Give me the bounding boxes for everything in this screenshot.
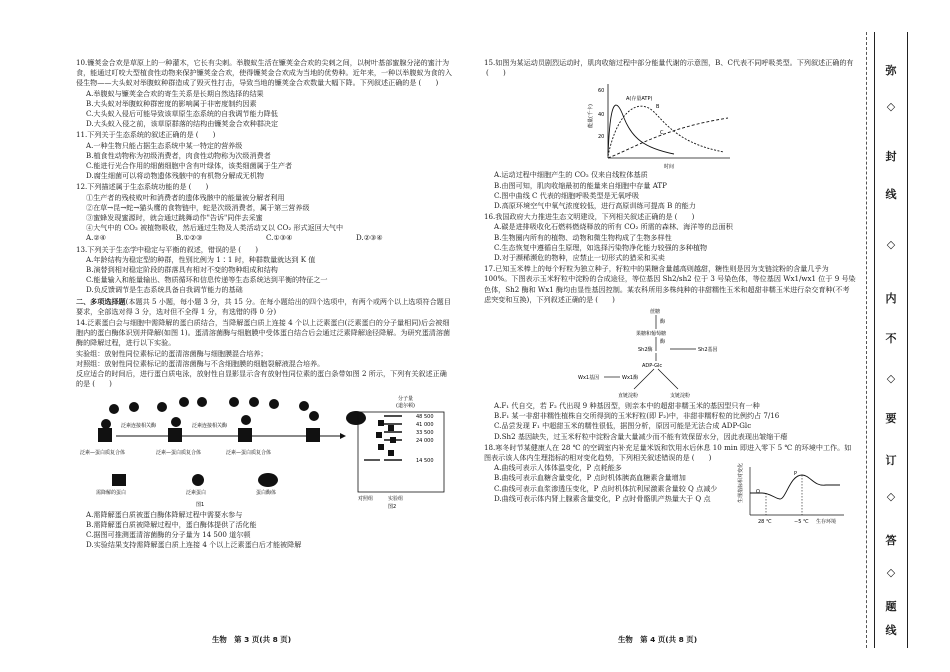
ubiquitin-diagram bbox=[76, 392, 452, 510]
axis-title: (道尔顿) bbox=[396, 402, 415, 409]
mw-tick: 48 500 bbox=[416, 413, 434, 420]
answer-blank: ( ) bbox=[486, 68, 506, 78]
left-column bbox=[76, 58, 452, 551]
option-b: B.演替到相对稳定阶段的群落具有相对不变的物种组成和结构 bbox=[86, 265, 278, 275]
point-p: P bbox=[794, 470, 798, 477]
question-stem-end: 反应适合的时间后，进行蛋白质电泳，放射性自显影显示含有放射性同位素的蛋白条带如图 2 所示，下列有关叙述正确的是 bbox=[76, 369, 447, 389]
sh2-gene-label: Sh2基因 bbox=[698, 347, 718, 354]
complex-label: 泛素—蛋白质复合体 bbox=[156, 449, 202, 456]
lane-label: 实验组 bbox=[388, 495, 404, 502]
option-b: B.生物圈内所有的植物、动物和微生物构成了生物多样性 bbox=[494, 232, 672, 242]
starch-pathway bbox=[484, 305, 856, 401]
statement-1: ①生产者的残枝败叶和消费者的遗体残骸中的能量被分解者利用 bbox=[86, 192, 285, 202]
option-d: D.腐生细菌可以将动物遗体残骸中的有机物分解成无机物 bbox=[86, 171, 264, 181]
ubiquitin-dot bbox=[309, 411, 319, 421]
sucrose-label: 蔗糖 bbox=[650, 309, 661, 316]
choice-d: D.②③④ bbox=[356, 233, 383, 243]
right-column bbox=[484, 58, 856, 525]
figure-14 bbox=[76, 392, 452, 510]
binding-char: 线 bbox=[885, 624, 897, 637]
legend-label: 需降解的蛋白 bbox=[96, 489, 127, 496]
control-group: 对照组：放射性同位素标记的蛋清溶菌酶与不含细胞膜的细胞裂解液混合培养。 bbox=[76, 358, 325, 368]
y-axis-label: 能量(千卡) bbox=[588, 104, 594, 129]
figure-label: 图2 bbox=[388, 503, 397, 510]
question-12 bbox=[76, 182, 452, 243]
lane-label: 对照组 bbox=[358, 495, 374, 502]
option-d: D.曲线可表示体内肾上腺素含量变化，P 点时骨骼肌产热量大于 Q 点 bbox=[494, 493, 711, 503]
choice-c: C.①③④ bbox=[266, 233, 293, 243]
curve-a-label: A(存量ATP) bbox=[626, 96, 653, 103]
ubiquitin-dot bbox=[241, 415, 251, 425]
sh2-enzyme-label: Sh2酶 bbox=[638, 347, 653, 354]
target-protein-square bbox=[168, 428, 182, 442]
ubiquitin-dot bbox=[171, 417, 181, 427]
energy-graph bbox=[484, 78, 856, 170]
option-c: C.图中曲线 C 代表的细胞呼吸类型是无氧呼吸 bbox=[494, 190, 640, 200]
enzyme-label: 泛素连接相关酶 bbox=[121, 422, 157, 429]
choice-row bbox=[76, 233, 452, 243]
pathway-svg bbox=[484, 305, 856, 401]
option-c: C.曲线可表示血浆渗透压变化，P 点时机体抗利尿激素含量较 Q 点减少 bbox=[494, 483, 718, 493]
curve-b-label: B bbox=[656, 104, 660, 111]
target-protein-square bbox=[238, 428, 252, 442]
option-a: A.举腹蚁与镰荚金合欢的寄生关系是长期自然选择的结果 bbox=[86, 88, 264, 98]
complex-label: 泛素—蛋白质复合体 bbox=[226, 449, 272, 456]
experiment-group: 实验组：放射性同位素标记的蛋清溶菌酶与细胞膜混合培养； bbox=[76, 348, 268, 358]
option-a: A.需降解蛋白质被蛋白酶体降解过程中需要水参与 bbox=[86, 509, 243, 519]
ubiquitin-dot bbox=[179, 397, 189, 407]
page-footer-right: 生物 第 4 页(共 8 页) bbox=[618, 635, 698, 644]
option-b: B.需降解蛋白质被降解过程中，蛋白酶体提供了活化能 bbox=[86, 519, 257, 529]
section-2-header bbox=[76, 297, 452, 317]
question-stem: 11.下列关于生态系统的叙述正确的是 bbox=[76, 130, 194, 140]
legend-ubiquitin bbox=[192, 474, 204, 486]
question-15 bbox=[484, 58, 856, 211]
answer-blank: ( ) bbox=[188, 182, 209, 192]
physiology-curve bbox=[750, 475, 840, 499]
binding-char: 弥 bbox=[885, 64, 897, 77]
x-axis-label: 生存环境 bbox=[816, 518, 837, 525]
option-a: A.碳是进排吸收化石燃料燃烧释放的所有 CO₂ 所需的森林、海洋等的总面积 bbox=[494, 222, 733, 232]
curve-c bbox=[608, 118, 728, 158]
statement-3: ③蜜蜂发现蜜源时，就会通过跳舞动作"告诉"同伴去采蜜 bbox=[86, 213, 263, 223]
mw-tick: 24 000 bbox=[416, 437, 434, 444]
answer-blank: ( ) bbox=[418, 78, 439, 88]
option-c: C.能量输入和能量输出、物质循环和信息传递等生态系统达到平衡的特征之一 bbox=[86, 275, 328, 285]
question-11 bbox=[76, 130, 452, 181]
ubiquitin-dot bbox=[129, 402, 139, 412]
option-a: A.年龄结构为稳定型的种群，性别比例为 1∶1 时，种群数量就达到 K 值 bbox=[86, 254, 316, 264]
binding-char: 题 bbox=[885, 600, 897, 613]
binding-char: 线 bbox=[885, 188, 897, 201]
option-d: D.Sh2 基因缺失，过玉米籽粒中淀粉含量大量减少而不能有效保留水分，因此表现出皱缩干瘪 bbox=[494, 431, 788, 441]
option-d: D.实验结果支持需降解蛋白质上连接 4 个以上泛素蛋白后才能被降解 bbox=[86, 540, 302, 550]
question-stem: 15.如图为某运动员剧烈运动时，肌肉收缩过程中部分能量代谢的示意图，B、C代表不同呼吸类型。下列叙述正确的有 bbox=[484, 58, 854, 67]
binding-char: 订 bbox=[885, 454, 897, 467]
binding-char: 要 bbox=[885, 412, 897, 425]
curve-b bbox=[608, 107, 724, 157]
question-16 bbox=[484, 212, 856, 263]
curve-c-label: C bbox=[660, 130, 664, 137]
mw-tick: 14 500 bbox=[416, 457, 434, 464]
fragment bbox=[376, 432, 382, 438]
figure-1 bbox=[80, 397, 396, 508]
legend-proteasome bbox=[258, 473, 278, 487]
adp-glc-label: ADP-Glc bbox=[642, 363, 663, 370]
statement-2: ②在草→昆→蛇→猫头鹰的食物链中，蛇是次级消费者，属于第三营养级 bbox=[86, 202, 310, 212]
question-14 bbox=[76, 318, 452, 550]
point-q: Q bbox=[756, 488, 760, 495]
question-stem: 16.我国政府大力推进生态文明建设，下列相关叙述正确的是 bbox=[484, 212, 673, 222]
question-stem: 18.寒冬时节某健康人在 28 ℃ 的空调室内补充足量米饭和饮用水后休息 10 min 即进入零下 5 ℃ 的环境中工作。如图表示该人体内生理指标的相对变化趋势，下列相关叙述错误的是 bbox=[484, 442, 852, 463]
y-tick: 20 bbox=[598, 134, 605, 141]
amylopectin-label: 支链淀粉 bbox=[670, 393, 691, 400]
enzyme-label: 酶 bbox=[660, 319, 666, 326]
complex-label: 泛素—蛋白质复合体 bbox=[80, 449, 126, 456]
question-13 bbox=[76, 245, 452, 296]
y-tick: 60 bbox=[598, 88, 605, 95]
binding-char: 答 bbox=[885, 534, 897, 547]
binding-char: 封 bbox=[885, 150, 897, 163]
statement-4: ④大气中的 CO₂ 被植物吸收，然后通过生物及人类活动又以 CO₂ 形式返回大气中 bbox=[86, 223, 344, 233]
proteasome-shape bbox=[346, 411, 366, 425]
target-protein-square bbox=[98, 428, 112, 442]
question-stem: 14.泛素蛋白会与细胞中需降解的蛋白质结合，当降解蛋白质上连接 4 个以上泛素蛋白(泛素蛋白的分子量相同)后会被细胞内的蛋白酶体识别并降解(如图 1)。蛋清溶菌酶与细胞膜中受体蛋白结合后会通过泛素降解途径降解。为研究蛋清溶菌酶的降解过程，进行以下实验。 bbox=[76, 318, 451, 348]
answer-blank: ( ) bbox=[195, 130, 216, 140]
amylose-label: 直链淀粉 bbox=[618, 393, 639, 400]
page-footer-left: 生物 第 3 页(共 8 页) bbox=[212, 635, 292, 644]
binding-char: ◇ bbox=[886, 100, 896, 113]
figure-2 bbox=[358, 395, 444, 510]
legend-label: 泛素蛋白 bbox=[186, 489, 207, 496]
axis-title: 分子量 bbox=[398, 395, 414, 402]
option-d: D.高原环境空气中氧气浓度较低，进行高原训练可提高 B 的能力 bbox=[494, 201, 696, 211]
option-b: B.由图可知，肌肉收缩最初的能量来自细胞中存量 ATP bbox=[494, 180, 667, 190]
option-b: B.F₁ 某一非甜非糯性植株自交所得到的玉米籽粒(即 F₂)中，非甜非糯籽粒的比例约占 7/16 bbox=[494, 411, 780, 421]
question-17 bbox=[484, 264, 856, 442]
ubiquitin-dot bbox=[101, 419, 111, 429]
answer-blank: ( ) bbox=[92, 379, 112, 389]
fructose-glucose-label: 果糖和葡萄糖 bbox=[636, 331, 667, 338]
answer-blank: ( ) bbox=[691, 453, 712, 463]
answer-blank: ( ) bbox=[238, 244, 258, 254]
question-10 bbox=[76, 58, 452, 129]
fragment bbox=[378, 420, 384, 426]
option-d: D.负反馈调节是生态系统具备自我调节能力的基础 bbox=[86, 285, 243, 295]
y-tick: 40 bbox=[598, 112, 605, 119]
question-stem: 17.已知玉米棒上的每个籽粒为独立种子，籽粒中的果糖含量越高则越甜，糖性则是因为支链淀粉的含量几乎为 100%。下图表示玉米籽粒中淀粉的合成途径，等位基因 Sh2/sh2 位于 3 号染色体，等位基因 Wx1/wx1 位于 9 号染色体，Sh2 酶和 Wx1 酶均由显性基因控制。某农科所用多株纯种的非甜糯性玉米和超甜非糯玉米进行杂交育种(不考虑突变和互换)，下列叙述正确的是 bbox=[484, 264, 856, 304]
arrow-head bbox=[340, 433, 346, 439]
fragment bbox=[378, 444, 384, 450]
binding-char: 内 bbox=[885, 292, 897, 305]
option-c: C.能进行光合作用的细菌细胞中含有叶绿体，该类细菌属于生产者 bbox=[86, 161, 293, 171]
figure-label: 图1 bbox=[196, 501, 205, 508]
ubiquitin-dot bbox=[299, 401, 309, 411]
option-b: B.植食性动物称为初级消费者，肉食性动物称为次级消费者 bbox=[86, 150, 271, 160]
enzyme-label: 泛素连接相关酶 bbox=[192, 422, 228, 429]
x-axis-label: 时间 bbox=[664, 164, 675, 171]
wx1-gene-label: Wx1基因 bbox=[578, 375, 600, 382]
option-c: C.大头蚁入侵后可能导致该草原生态系统的自我调节能力降低 bbox=[86, 109, 278, 119]
binding-char: ◇ bbox=[886, 238, 896, 251]
ubiquitin-dot bbox=[197, 397, 207, 407]
binding-char: ◇ bbox=[886, 372, 896, 385]
mw-tick: 41 000 bbox=[416, 421, 434, 428]
ubiquitin-dot bbox=[229, 397, 239, 407]
cut-line bbox=[866, 32, 867, 648]
pathway-arrow bbox=[658, 369, 678, 389]
option-c: C.品尝发现 F₁ 中超甜玉米的糯性很低，据图分析，原因可能是无法合成 ADP-Glc bbox=[494, 421, 752, 431]
mw-tick: 33 500 bbox=[416, 429, 434, 436]
physiology-graph bbox=[736, 463, 852, 527]
option-a: A.一种生物只能占据生态系统中某一特定的营养级 bbox=[86, 140, 243, 150]
energy-graph-svg bbox=[484, 78, 856, 170]
binding-char: ◇ bbox=[886, 566, 896, 579]
option-c: C.据图可推测蛋清溶菌酶的分子量为 14 500 道尔顿 bbox=[86, 529, 251, 539]
option-d: D.对于濒稀濒危的物种，应禁止一切形式的猎采和买卖 bbox=[494, 253, 665, 263]
legend-label: 蛋白酶体 bbox=[256, 489, 277, 496]
option-a: A.曲线可表示人体体温变化，P 点耗能多 bbox=[494, 463, 622, 473]
choice-b: B.①②③ bbox=[176, 233, 203, 243]
ubiquitin-dot bbox=[157, 402, 167, 412]
ubiquitin-dot bbox=[269, 399, 279, 409]
answer-blank: ( ) bbox=[674, 212, 695, 222]
binding-char: ◇ bbox=[886, 490, 896, 503]
y-axis-label: 生理指标相对变化 bbox=[738, 462, 744, 503]
wx1-enzyme-label: Wx1酶 bbox=[622, 375, 639, 382]
answer-blank: ( ) bbox=[595, 294, 615, 304]
question-18 bbox=[484, 442, 856, 525]
fragment bbox=[388, 450, 394, 456]
option-a: A.F₁ 代自交，若 F₂ 代出现 9 种基因型，则亲本中的超甜非糯玉米的基因型只有一种 bbox=[494, 401, 760, 411]
option-c: C.生态恢复中遵循自生原理，如选择污染物净化能力较强的多种植物 bbox=[494, 242, 708, 252]
section-title: 二、多项选择题 bbox=[76, 296, 126, 306]
question-stem: 13.下列关于生态学中稳定与平衡的叙述，错误的是 bbox=[76, 244, 237, 254]
question-stem: 10.镰荚金合欢是草原上的一种灌木，它长有尖刺。举腹蚁生活在镰荚金合欢的尖刺之间，以树叶基部蜜腺分泌的蜜汁为食，能通过叮咬大型植食性动物来保护镰荚金合欢，使得镰荚金合欢成为当地的优势种。近年来，一种以举腹蚁为食的入侵生物——大头蚁对举腹蚁种群造成了毁灭性打击，导致当地的镰荚金合欢数量大幅下降。下列叙述正确的是 bbox=[76, 58, 452, 88]
enzyme-label: 酶 bbox=[660, 339, 666, 346]
curve-a bbox=[608, 105, 674, 156]
option-a: A.运动过程中细胞产生的 CO₂ 仅来自线粒体基质 bbox=[494, 170, 648, 180]
option-b: B.曲线可表示血糖含量变化，P 点时机体胰高血糖素含量增加 bbox=[494, 473, 686, 483]
option-d: D.大头蚁入侵之前，该草原群落的结构由镰荚金合欢种群决定 bbox=[86, 119, 279, 129]
target-protein-square bbox=[306, 428, 320, 442]
binding-char: 不 bbox=[885, 332, 897, 345]
fragment bbox=[388, 425, 394, 431]
legend-target-protein bbox=[112, 474, 126, 486]
ubiquitin-dot bbox=[109, 404, 119, 414]
choice-a: A.②④ bbox=[86, 233, 107, 243]
section-description: (本题共 5 小题，每小题 3 分，共 15 分。在每小题给出的四个选项中，有两个或两个以上选项符合题目要求，全部选对得 3 分，选对但不全得 1 分，有选错的得 0 分) bbox=[76, 296, 451, 316]
x-tick: −5 ℃ bbox=[794, 518, 809, 525]
option-b: B.大头蚁对举腹蚁种群密度的影响属于非密度制约因素 bbox=[86, 98, 257, 108]
ubiquitin-dot bbox=[249, 397, 259, 407]
question-stem: 12.下列描述属于生态系统功能的是 bbox=[76, 182, 187, 192]
x-tick: 28 ℃ bbox=[758, 518, 772, 525]
